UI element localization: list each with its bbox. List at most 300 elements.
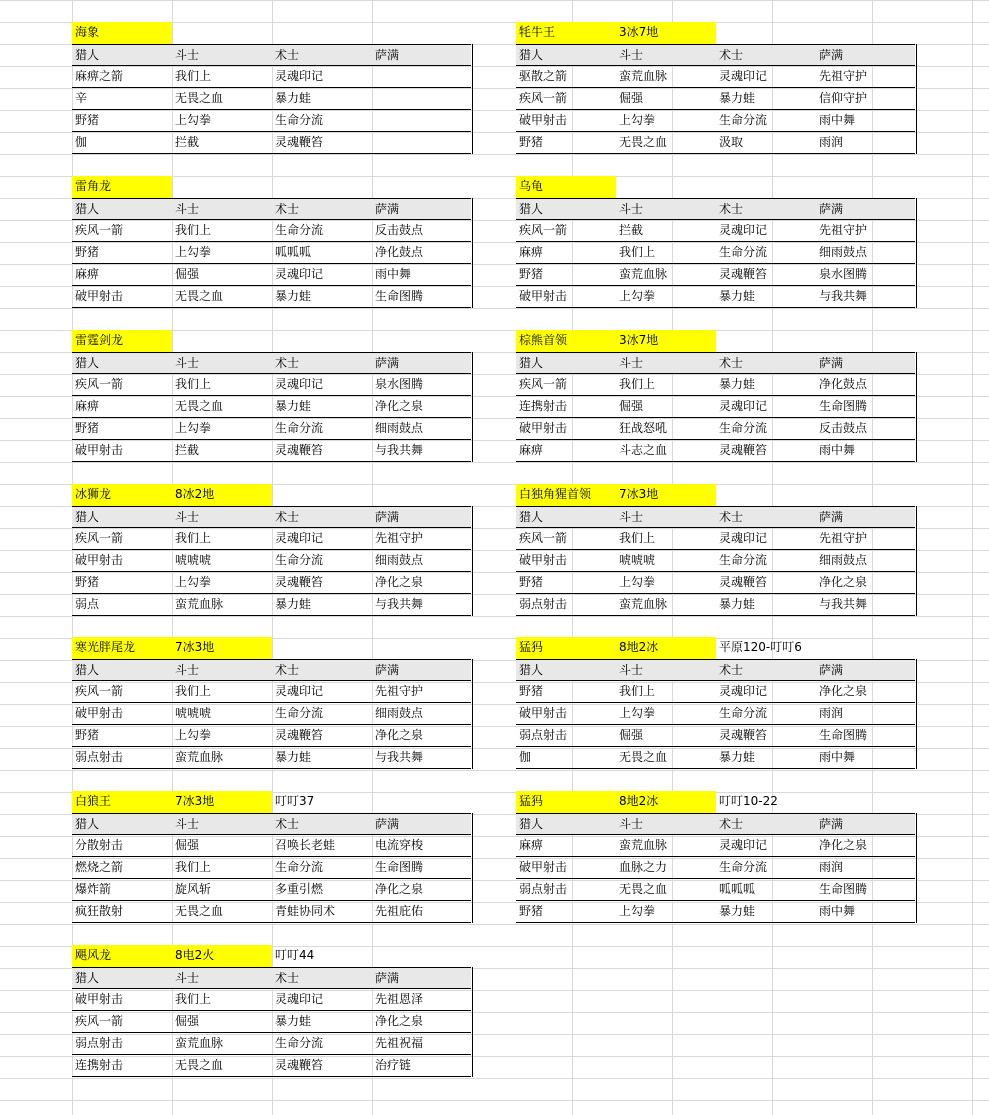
- skill-cell[interactable]: 暴力蛙: [716, 901, 816, 923]
- skill-cell[interactable]: 倔强: [172, 264, 272, 286]
- monster-name-cell[interactable]: 海象: [72, 22, 172, 44]
- skill-cell[interactable]: 生命分流: [716, 110, 816, 132]
- skill-cell[interactable]: 燃烧之箭: [72, 857, 172, 879]
- skill-cell[interactable]: 雨中舞: [816, 747, 915, 769]
- skill-cell[interactable]: 灵魂鞭笞: [272, 725, 372, 747]
- note-cell[interactable]: 叮叮10-22: [719, 794, 778, 808]
- column-header-cell[interactable]: 术士: [272, 813, 372, 835]
- skill-cell[interactable]: 无畏之血: [172, 286, 272, 308]
- skill-cell[interactable]: 暴力蛙: [272, 594, 372, 616]
- element-ratio-cell[interactable]: 7冰3地: [616, 484, 716, 506]
- skill-cell[interactable]: 灵魂印记: [272, 264, 372, 286]
- skill-cell[interactable]: 弱点射击: [516, 725, 616, 747]
- column-header-cell[interactable]: 斗士: [616, 506, 716, 528]
- skill-cell[interactable]: 破甲射击: [72, 440, 172, 462]
- skill-cell[interactable]: 辛: [72, 88, 172, 110]
- skill-cell[interactable]: 净化之泉: [372, 396, 471, 418]
- skill-cell[interactable]: 无畏之血: [172, 88, 272, 110]
- column-header-cell[interactable]: 猎人: [72, 813, 172, 835]
- skill-cell[interactable]: 先祖守护: [816, 528, 915, 550]
- column-header-cell[interactable]: 猎人: [72, 659, 172, 681]
- column-header-cell[interactable]: 萨满: [372, 198, 471, 220]
- note-cell[interactable]: 叮叮37: [275, 794, 315, 808]
- column-header-cell[interactable]: 萨满: [372, 967, 471, 989]
- skill-cell[interactable]: 无畏之血: [616, 132, 716, 154]
- skill-cell[interactable]: 细雨鼓点: [816, 242, 915, 264]
- column-header-cell[interactable]: 萨满: [372, 44, 471, 66]
- column-header-cell[interactable]: 术士: [716, 659, 816, 681]
- skill-cell[interactable]: 灵魂鞭笞: [272, 132, 372, 154]
- skill-cell[interactable]: 暴力蛙: [272, 88, 372, 110]
- column-header-cell[interactable]: 斗士: [616, 198, 716, 220]
- skill-cell[interactable]: 上勾拳: [172, 242, 272, 264]
- column-header-cell[interactable]: 斗士: [172, 44, 272, 66]
- skill-cell[interactable]: 细雨鼓点: [816, 550, 915, 572]
- skill-cell[interactable]: 雨中舞: [816, 110, 915, 132]
- skill-cell[interactable]: 蛮荒血脉: [616, 835, 716, 857]
- skill-cell[interactable]: 暴力蛙: [272, 396, 372, 418]
- skill-cell[interactable]: 疾风一箭: [72, 681, 172, 703]
- skill-cell[interactable]: 生命图腾: [816, 879, 915, 901]
- skill-cell[interactable]: 弱点射击: [72, 747, 172, 769]
- column-header-cell[interactable]: 猎人: [72, 198, 172, 220]
- skill-cell[interactable]: 暴力蛙: [716, 286, 816, 308]
- element-ratio-cell[interactable]: 8地2冰: [616, 791, 716, 813]
- skill-cell[interactable]: 净化鼓点: [816, 374, 915, 396]
- skill-cell[interactable]: 上勾拳: [616, 703, 716, 725]
- skill-cell[interactable]: 与我共舞: [372, 594, 471, 616]
- skill-cell[interactable]: 上勾拳: [172, 110, 272, 132]
- skill-cell[interactable]: 麻痹: [72, 396, 172, 418]
- column-header-cell[interactable]: 萨满: [816, 44, 915, 66]
- skill-cell[interactable]: 野猪: [72, 418, 172, 440]
- skill-cell[interactable]: 我们上: [616, 528, 716, 550]
- column-header-cell[interactable]: 斗士: [616, 44, 716, 66]
- table-header-row: [72, 44, 473, 66]
- skill-cell[interactable]: 生命分流: [716, 550, 816, 572]
- empty-cell[interactable]: [616, 176, 716, 198]
- table-row: [516, 396, 917, 418]
- column-header-cell[interactable]: 斗士: [172, 967, 272, 989]
- monster-name-cell[interactable]: 飓风龙: [72, 945, 172, 967]
- skill-cell[interactable]: 暴力蛙: [716, 594, 816, 616]
- skill-cell[interactable]: 灵魂鞭笞: [716, 572, 816, 594]
- skill-cell[interactable]: 我们上: [172, 989, 272, 1011]
- skill-cell[interactable]: 上勾拳: [616, 286, 716, 308]
- skill-cell[interactable]: 雨中舞: [816, 901, 915, 923]
- skill-cell[interactable]: 灵魂鞭笞: [272, 440, 372, 462]
- column-header-cell[interactable]: 术士: [272, 967, 372, 989]
- skill-cell[interactable]: 灵魂印记: [272, 528, 372, 550]
- skill-cell[interactable]: 我们上: [172, 528, 272, 550]
- skill-cell[interactable]: 我们上: [172, 374, 272, 396]
- skill-cell[interactable]: 疾风一箭: [516, 220, 616, 242]
- skill-cell[interactable]: 召唤长老蛙: [272, 835, 372, 857]
- skill-cell[interactable]: 野猪: [516, 264, 616, 286]
- monster-name-cell[interactable]: 猛犸: [516, 791, 616, 813]
- skill-cell[interactable]: 暴力蛙: [716, 747, 816, 769]
- skill-cell[interactable]: 疾风一箭: [516, 88, 616, 110]
- skill-cell[interactable]: 电流穿梭: [372, 835, 471, 857]
- skill-cell[interactable]: 狂战怒吼: [616, 418, 716, 440]
- skill-cell[interactable]: 野猪: [72, 242, 172, 264]
- skill-cell[interactable]: 破甲射击: [72, 703, 172, 725]
- skill-cell[interactable]: 灵魂印记: [716, 66, 816, 88]
- skill-cell[interactable]: 灵魂鞭笞: [272, 1055, 372, 1077]
- skill-cell[interactable]: 蛮荒血脉: [172, 1033, 272, 1055]
- element-ratio-cell[interactable]: 8电2火: [172, 945, 272, 967]
- skill-cell[interactable]: 汲取: [716, 132, 816, 154]
- skill-cell[interactable]: 唬唬唬: [172, 703, 272, 725]
- monster-name-cell[interactable]: 白独角猩首领: [516, 484, 616, 506]
- table-row: [516, 550, 917, 572]
- skill-cell[interactable]: 先祖庇佑: [372, 901, 471, 923]
- skill-cell[interactable]: 泉水图腾: [816, 264, 915, 286]
- skill-cell[interactable]: 先祖祝福: [372, 1033, 471, 1055]
- table-row: [516, 901, 917, 923]
- skill-cell[interactable]: 暴力蛙: [716, 88, 816, 110]
- skill-cell[interactable]: 唬唬唬: [172, 550, 272, 572]
- skill-cell[interactable]: 连携射击: [516, 396, 616, 418]
- skill-cell[interactable]: 灵魂印记: [716, 528, 816, 550]
- skill-cell[interactable]: 倔强: [616, 725, 716, 747]
- skill-cell[interactable]: 野猪: [516, 901, 616, 923]
- skill-cell[interactable]: 灵魂印记: [272, 989, 372, 1011]
- column-header-cell[interactable]: 猎人: [516, 506, 616, 528]
- skill-cell[interactable]: 破甲射击: [516, 286, 616, 308]
- skill-cell[interactable]: 暴力蛙: [272, 286, 372, 308]
- skill-cell[interactable]: 生命图腾: [816, 396, 915, 418]
- skill-cell[interactable]: 连携射击: [72, 1055, 172, 1077]
- empty-cell[interactable]: [172, 176, 272, 198]
- skill-cell[interactable]: 倔强: [172, 835, 272, 857]
- table-row: [72, 901, 473, 923]
- skill-cell[interactable]: 破甲射击: [72, 286, 172, 308]
- monster-name-cell[interactable]: 雷霆剑龙: [72, 330, 172, 352]
- monster-name-cell[interactable]: 乌龟: [516, 176, 616, 198]
- skill-cell[interactable]: 雨中舞: [372, 264, 471, 286]
- column-header-cell[interactable]: 猎人: [516, 352, 616, 374]
- skill-cell[interactable]: 反击鼓点: [372, 220, 471, 242]
- skill-cell[interactable]: 倔强: [616, 396, 716, 418]
- skill-cell[interactable]: 无畏之血: [616, 879, 716, 901]
- skill-cell[interactable]: 疾风一箭: [72, 1011, 172, 1033]
- skill-cell[interactable]: 生命分流: [272, 550, 372, 572]
- skill-cell[interactable]: 疯狂散射: [72, 901, 172, 923]
- skill-cell[interactable]: 生命分流: [272, 220, 372, 242]
- skill-cell[interactable]: 净化之泉: [816, 681, 915, 703]
- skill-cell[interactable]: 与我共舞: [372, 440, 471, 462]
- column-header-cell[interactable]: 萨满: [816, 352, 915, 374]
- skill-cell[interactable]: 与我共舞: [372, 747, 471, 769]
- skill-cell[interactable]: 灵魂印记: [272, 66, 372, 88]
- skill-cell[interactable]: [372, 110, 471, 132]
- skill-cell[interactable]: 细雨鼓点: [372, 703, 471, 725]
- skill-cell[interactable]: 生命图腾: [816, 725, 915, 747]
- skill-cell[interactable]: 野猪: [516, 681, 616, 703]
- skill-cell[interactable]: 净化之泉: [372, 879, 471, 901]
- column-header-cell[interactable]: 术士: [272, 659, 372, 681]
- skill-cell[interactable]: 倔强: [172, 1011, 272, 1033]
- skill-cell[interactable]: 拦截: [616, 220, 716, 242]
- skill-cell[interactable]: 我们上: [172, 66, 272, 88]
- empty-cell[interactable]: [172, 22, 272, 44]
- column-header-cell[interactable]: 斗士: [172, 198, 272, 220]
- column-header-cell[interactable]: 术士: [716, 813, 816, 835]
- column-header-cell[interactable]: 术士: [716, 198, 816, 220]
- column-header-cell[interactable]: 萨满: [372, 506, 471, 528]
- monster-name-cell[interactable]: 牦牛王: [516, 22, 616, 44]
- skill-cell[interactable]: [372, 66, 471, 88]
- skill-cell[interactable]: 灵魂印记: [716, 681, 816, 703]
- skill-cell[interactable]: 破甲射击: [72, 550, 172, 572]
- skill-cell[interactable]: 疾风一箭: [72, 374, 172, 396]
- skill-cell[interactable]: 先祖守护: [372, 528, 471, 550]
- skill-cell[interactable]: 拦截: [172, 440, 272, 462]
- column-header-cell[interactable]: 猎人: [516, 659, 616, 681]
- skill-cell[interactable]: 麻痹: [72, 264, 172, 286]
- skill-cell[interactable]: 野猪: [516, 572, 616, 594]
- skill-cell[interactable]: 细雨鼓点: [372, 550, 471, 572]
- skill-cell[interactable]: 我们上: [616, 374, 716, 396]
- skill-cell[interactable]: 分散射击: [72, 835, 172, 857]
- skill-cell[interactable]: 血脉之力: [616, 857, 716, 879]
- skill-cell[interactable]: 生命分流: [716, 857, 816, 879]
- skill-cell[interactable]: 蛮荒血脉: [172, 747, 272, 769]
- skill-cell[interactable]: 麻痹: [516, 242, 616, 264]
- skill-cell[interactable]: 伽: [72, 132, 172, 154]
- skill-cell[interactable]: 暴力蛙: [272, 1011, 372, 1033]
- column-header-cell[interactable]: 斗士: [616, 352, 716, 374]
- column-header-cell[interactable]: 术士: [272, 352, 372, 374]
- monster-name-cell[interactable]: 雷角龙: [72, 176, 172, 198]
- skill-cell[interactable]: 上勾拳: [172, 725, 272, 747]
- monster-name-cell[interactable]: 寒光胖尾龙: [72, 637, 172, 659]
- skill-cell[interactable]: 灵魂鞭笞: [272, 572, 372, 594]
- skill-cell[interactable]: 无畏之血: [172, 901, 272, 923]
- table-row: [516, 418, 917, 440]
- skill-cell[interactable]: 与我共舞: [816, 286, 915, 308]
- column-header-cell[interactable]: 术士: [716, 506, 816, 528]
- skill-cell[interactable]: 暴力蛙: [716, 374, 816, 396]
- skill-cell[interactable]: 破甲射击: [516, 550, 616, 572]
- skill-cell[interactable]: 灵魂印记: [716, 396, 816, 418]
- skill-cell[interactable]: 暴力蛙: [272, 747, 372, 769]
- skill-cell[interactable]: 泉水图腾: [372, 374, 471, 396]
- skill-cell[interactable]: 净化之泉: [816, 835, 915, 857]
- element-ratio-cell[interactable]: 3冰7地: [616, 22, 716, 44]
- skill-cell[interactable]: 野猪: [516, 132, 616, 154]
- skill-cell[interactable]: 唬唬唬: [616, 550, 716, 572]
- note-cell[interactable]: 叮叮44: [275, 948, 315, 962]
- skill-cell[interactable]: 净化之泉: [372, 1011, 471, 1033]
- skill-cell[interactable]: 弱点射击: [72, 1033, 172, 1055]
- skill-cell[interactable]: 上勾拳: [616, 901, 716, 923]
- skill-cell[interactable]: 净化之泉: [372, 572, 471, 594]
- column-header-cell[interactable]: 斗士: [172, 352, 272, 374]
- column-header-cell[interactable]: 术士: [716, 44, 816, 66]
- skill-cell[interactable]: 与我共舞: [816, 594, 915, 616]
- column-header-cell[interactable]: 斗士: [172, 659, 272, 681]
- skill-cell[interactable]: 我们上: [172, 857, 272, 879]
- skill-cell[interactable]: [372, 88, 471, 110]
- skill-cell[interactable]: 我们上: [172, 681, 272, 703]
- element-ratio-cell[interactable]: 7冰3地: [172, 637, 272, 659]
- column-header-cell[interactable]: 猎人: [516, 198, 616, 220]
- skill-cell[interactable]: 麻痹之箭: [72, 66, 172, 88]
- column-header-cell[interactable]: 萨满: [372, 352, 471, 374]
- skill-cell[interactable]: 蛮荒血脉: [616, 66, 716, 88]
- skill-cell[interactable]: 先祖守护: [816, 66, 915, 88]
- skill-cell[interactable]: 净化之泉: [372, 725, 471, 747]
- column-header-cell[interactable]: 猎人: [516, 44, 616, 66]
- skill-cell[interactable]: 生命分流: [716, 418, 816, 440]
- skill-cell[interactable]: 灵魂鞭笞: [716, 264, 816, 286]
- table-header-row: [516, 813, 917, 835]
- column-header-cell[interactable]: 斗士: [616, 813, 716, 835]
- skill-cell[interactable]: 倔强: [616, 88, 716, 110]
- skill-cell[interactable]: 野猪: [72, 110, 172, 132]
- skill-cell[interactable]: 无畏之血: [616, 747, 716, 769]
- skill-cell[interactable]: 呱呱呱: [716, 879, 816, 901]
- element-ratio-cell[interactable]: 7冰3地: [172, 791, 272, 813]
- column-header-cell[interactable]: 术士: [272, 506, 372, 528]
- table-row: [72, 440, 473, 462]
- skill-cell[interactable]: 上勾拳: [616, 572, 716, 594]
- skill-cell[interactable]: 信仰守护: [816, 88, 915, 110]
- skill-cell[interactable]: 先祖恩泽: [372, 989, 471, 1011]
- skill-cell[interactable]: 我们上: [616, 681, 716, 703]
- skill-cell[interactable]: 我们上: [172, 220, 272, 242]
- table-row: [516, 703, 917, 725]
- monster-name-cell[interactable]: 冰狮龙: [72, 484, 172, 506]
- skill-cell[interactable]: 净化之泉: [816, 572, 915, 594]
- monster-name-cell[interactable]: 白狼王: [72, 791, 172, 813]
- column-header-cell[interactable]: 猎人: [72, 352, 172, 374]
- monster-name-cell[interactable]: 棕熊首领: [516, 330, 616, 352]
- skill-cell[interactable]: 灵魂印记: [716, 835, 816, 857]
- skill-cell[interactable]: 雨润: [816, 703, 915, 725]
- skill-cell[interactable]: 野猪: [72, 572, 172, 594]
- element-ratio-cell[interactable]: 8地2冰: [616, 637, 716, 659]
- skill-cell[interactable]: 上勾拳: [172, 572, 272, 594]
- skill-cell[interactable]: 野猪: [72, 725, 172, 747]
- skill-cell[interactable]: 净化鼓点: [372, 242, 471, 264]
- column-header-cell[interactable]: 猎人: [72, 506, 172, 528]
- skill-cell[interactable]: 雨中舞: [816, 440, 915, 462]
- column-header-cell[interactable]: 斗士: [172, 506, 272, 528]
- column-header-cell[interactable]: 萨满: [816, 506, 915, 528]
- element-ratio-cell[interactable]: 8冰2地: [172, 484, 272, 506]
- skill-cell[interactable]: 雨润: [816, 857, 915, 879]
- skill-cell[interactable]: 生命分流: [272, 703, 372, 725]
- skill-cell[interactable]: 治疗链: [372, 1055, 471, 1077]
- skill-cell[interactable]: 生命分流: [272, 418, 372, 440]
- empty-cell[interactable]: [172, 330, 272, 352]
- skill-cell[interactable]: 灵魂印记: [272, 681, 372, 703]
- skill-cell[interactable]: 蛮荒血脉: [616, 264, 716, 286]
- skill-cell[interactable]: 生命图腾: [372, 286, 471, 308]
- skill-cell[interactable]: 蛮荒血脉: [616, 594, 716, 616]
- skill-cell[interactable]: [372, 132, 471, 154]
- column-header-cell[interactable]: 猎人: [72, 967, 172, 989]
- skill-cell[interactable]: 生命分流: [272, 857, 372, 879]
- column-header-cell[interactable]: 萨满: [372, 659, 471, 681]
- skill-cell[interactable]: 伽: [516, 747, 616, 769]
- skill-cell[interactable]: 疾风一箭: [72, 220, 172, 242]
- element-ratio-cell[interactable]: 3冰7地: [616, 330, 716, 352]
- skill-cell[interactable]: 生命分流: [272, 1033, 372, 1055]
- monster-name-cell[interactable]: 猛犸: [516, 637, 616, 659]
- skill-cell[interactable]: 青蛙协同术: [272, 901, 372, 923]
- skill-cell[interactable]: 我们上: [616, 242, 716, 264]
- skill-cell[interactable]: 雨润: [816, 132, 915, 154]
- skill-cell[interactable]: 驱散之箭: [516, 66, 616, 88]
- skill-cell[interactable]: 灵魂鞭笞: [716, 725, 816, 747]
- column-header-cell[interactable]: 萨满: [372, 813, 471, 835]
- skill-cell[interactable]: 蛮荒血脉: [172, 594, 272, 616]
- skill-cell[interactable]: 旋风斩: [172, 879, 272, 901]
- skill-cell[interactable]: 生命分流: [272, 110, 372, 132]
- skill-cell[interactable]: 弱点: [72, 594, 172, 616]
- skill-cell[interactable]: 无畏之血: [172, 396, 272, 418]
- skill-cell[interactable]: 疾风一箭: [516, 528, 616, 550]
- skill-cell[interactable]: 生命分流: [716, 242, 816, 264]
- skill-cell[interactable]: 灵魂鞭笞: [716, 440, 816, 462]
- skill-cell[interactable]: 生命分流: [716, 703, 816, 725]
- skill-cell[interactable]: 破甲射击: [516, 703, 616, 725]
- skill-cell[interactable]: 生命图腾: [372, 857, 471, 879]
- column-header-cell[interactable]: 萨满: [816, 659, 915, 681]
- column-header-cell[interactable]: 萨满: [816, 813, 915, 835]
- skill-cell[interactable]: 破甲射击: [516, 857, 616, 879]
- skill-cell[interactable]: 呱呱呱: [272, 242, 372, 264]
- skill-cell[interactable]: 先祖守护: [816, 220, 915, 242]
- skill-cell[interactable]: 弱点射击: [516, 594, 616, 616]
- skill-cell[interactable]: 破甲射击: [516, 110, 616, 132]
- skill-cell[interactable]: 疾风一箭: [516, 374, 616, 396]
- skill-cell[interactable]: 无畏之血: [172, 1055, 272, 1077]
- skill-cell[interactable]: 弱点射击: [516, 879, 616, 901]
- skill-cell[interactable]: 破甲射击: [516, 418, 616, 440]
- skill-cell[interactable]: 灵魂印记: [272, 374, 372, 396]
- skill-cell[interactable]: 上勾拳: [616, 110, 716, 132]
- skill-cell[interactable]: 灵魂印记: [716, 220, 816, 242]
- column-header-cell[interactable]: 斗士: [616, 659, 716, 681]
- skill-cell[interactable]: 疾风一箭: [72, 528, 172, 550]
- skill-cell[interactable]: 多重引燃: [272, 879, 372, 901]
- column-header-cell[interactable]: 斗士: [172, 813, 272, 835]
- skill-cell[interactable]: 麻痹: [516, 440, 616, 462]
- column-header-cell[interactable]: 猎人: [516, 813, 616, 835]
- column-header-cell[interactable]: 猎人: [72, 44, 172, 66]
- column-header-cell[interactable]: 萨满: [816, 198, 915, 220]
- skill-cell[interactable]: 破甲射击: [72, 989, 172, 1011]
- skill-cell[interactable]: 拦截: [172, 132, 272, 154]
- note-cell[interactable]: 平原120-叮叮6: [719, 640, 802, 654]
- skill-cell[interactable]: 上勾拳: [172, 418, 272, 440]
- column-header-cell[interactable]: 术士: [716, 352, 816, 374]
- skill-cell[interactable]: 反击鼓点: [816, 418, 915, 440]
- skill-cell[interactable]: 细雨鼓点: [372, 418, 471, 440]
- skill-cell[interactable]: 爆炸箭: [72, 879, 172, 901]
- column-header-cell[interactable]: 术士: [272, 44, 372, 66]
- table-title-row: [516, 330, 716, 352]
- column-header-cell[interactable]: 术士: [272, 198, 372, 220]
- skill-cell[interactable]: 先祖守护: [372, 681, 471, 703]
- skill-cell[interactable]: 斗志之血: [616, 440, 716, 462]
- skill-cell[interactable]: 麻痹: [516, 835, 616, 857]
